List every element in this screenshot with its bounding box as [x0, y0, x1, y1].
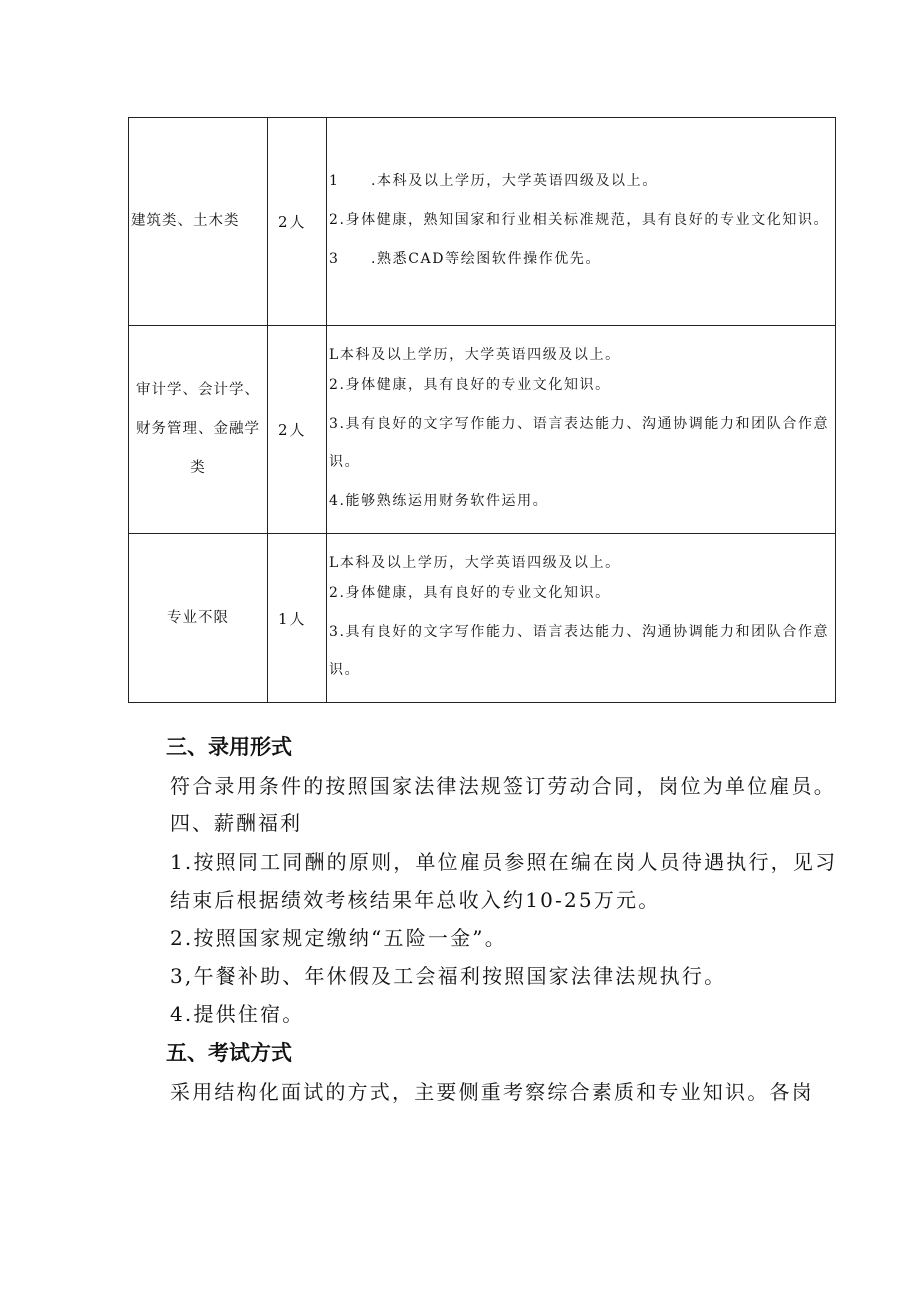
requirements-cell — [327, 326, 836, 534]
table-row — [129, 534, 836, 703]
requirement-item: 4.能够熟练运用财务软件运用。 — [329, 492, 549, 509]
paragraph: 3,午餐补助、年休假及工会福利按照国家法律法规执行。 — [170, 964, 727, 988]
major-cell — [129, 118, 268, 326]
section-heading-hiring-form: 三、录用形式 — [166, 735, 292, 759]
requirement-number: 1 — [329, 172, 340, 189]
headcount-cell: 2人 — [268, 326, 327, 534]
requirement-item: L本科及以上学历，大学英语四级及以上。 — [329, 346, 621, 363]
major-text: 建筑类、土木类 — [131, 213, 240, 229]
paragraph: 2.按照国家规定缴纳“五险一金”。 — [170, 926, 507, 950]
major-cell — [129, 326, 268, 534]
requirement-item: 2.身体健康，具有良好的专业文化知识。 — [329, 376, 611, 393]
headcount-cell: 1人 — [268, 534, 327, 703]
headcount-cell: 2人 — [268, 118, 327, 326]
major-text: 审计学、会计学、 — [136, 382, 260, 398]
major-text: 专业不限 — [167, 609, 229, 626]
table-row — [129, 118, 836, 326]
requirement-text: 2.身体健康，熟知国家和行业相关标准规范，具有良好的专业文化知识。 — [329, 211, 830, 228]
recruitment-table — [128, 117, 836, 703]
section-heading-exam-method: 五、考试方式 — [166, 1041, 292, 1065]
paragraph: 1.按照同工同酬的原则，单位雇员参照在编在岗人员待遇执行，见习结束后根据绩效考核结果年总收入约10-25万元。 — [170, 850, 838, 912]
major-text: 财务管理、金融学 — [136, 421, 260, 437]
section-heading-compensation: 四、薪酬福利 — [170, 811, 302, 835]
requirements-cell — [327, 118, 836, 326]
requirement-item: 3.具有良好的文字写作能力、语言表达能力、沟通协调能力和团队合作意识。 — [329, 624, 830, 678]
requirements-cell — [327, 534, 836, 703]
requirement-text: .本科及以上学历，大学英语四级及以上。 — [371, 172, 658, 189]
paragraph: 采用结构化面试的方式，主要侧重考察综合素质和专业知识。各岗 — [170, 1080, 814, 1104]
requirement-item — [329, 249, 833, 269]
requirement-item — [329, 171, 833, 191]
table-row — [129, 326, 836, 534]
paragraph: 4.提供住宿。 — [170, 1002, 305, 1026]
major-text: 类 — [190, 460, 206, 476]
paragraph: 符合录用条件的按照国家法律法规签订劳动合同，岗位为单位雇员。 — [170, 774, 836, 798]
requirement-item: L本科及以上学历，大学英语四级及以上。 — [329, 555, 621, 571]
requirement-number: 3 — [329, 250, 340, 267]
requirement-item: 2.身体健康，具有良好的专业文化知识。 — [329, 585, 611, 601]
requirement-item — [329, 201, 833, 239]
major-cell — [129, 534, 268, 703]
requirement-text: .熟悉CAD等绘图软件操作优先。 — [371, 250, 602, 267]
document-body — [120, 727, 850, 1111]
requirement-item: 3.具有良好的文字写作能力、语言表达能力、沟通协调能力和团队合作意识。 — [329, 415, 830, 470]
